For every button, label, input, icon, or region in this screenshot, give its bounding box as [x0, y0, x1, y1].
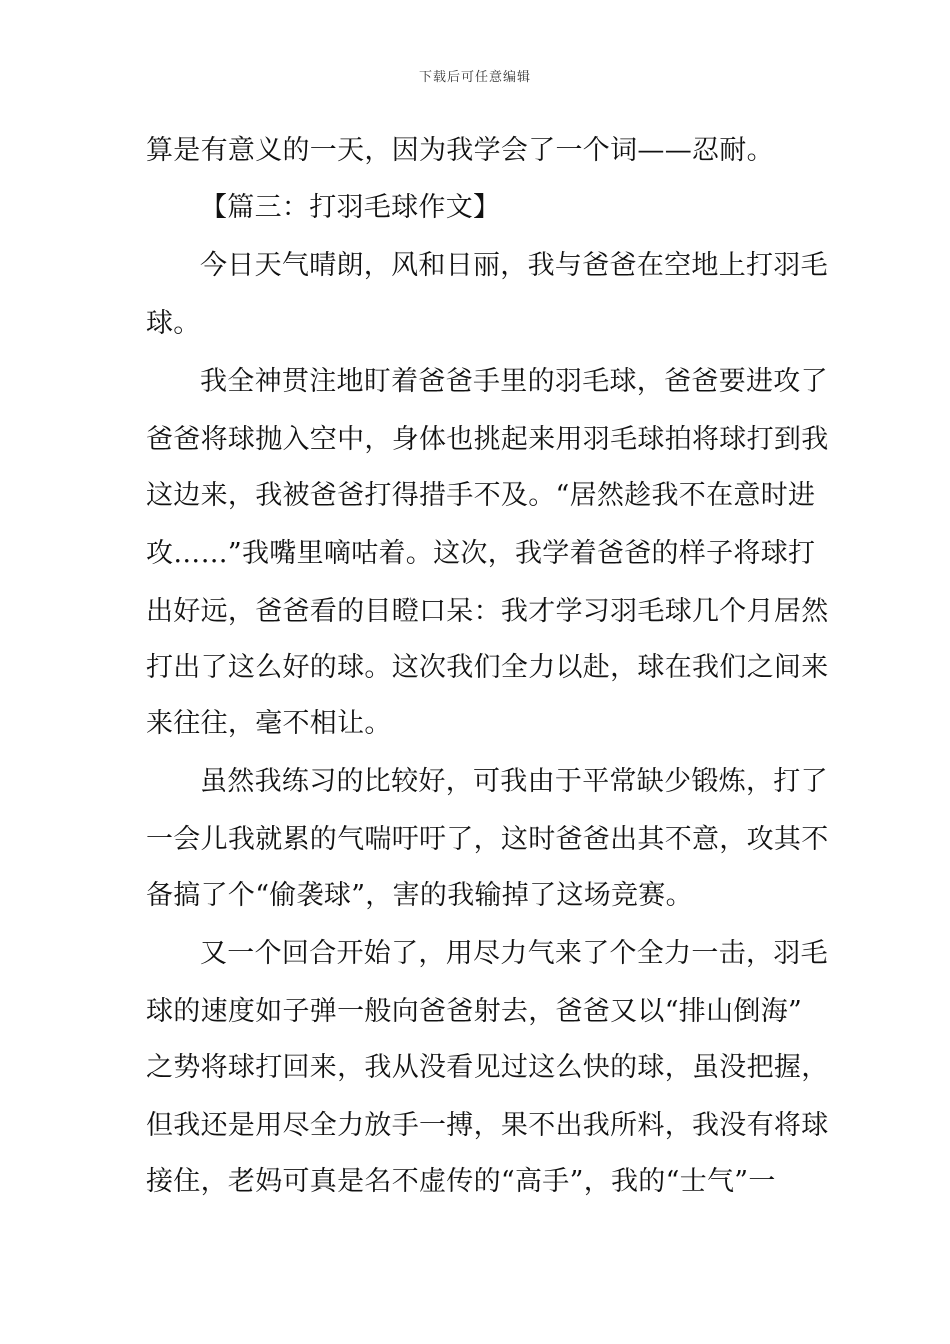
text-line: 一会儿我就累的气喘吁吁了，这时爸爸出其不意，攻其不	[146, 824, 829, 855]
text-line: 来往往，毫不相让。	[146, 708, 392, 739]
text-line: 攻……”我嘴里嘀咕着。这次，我学着爸爸的样子将球打	[146, 538, 816, 569]
text-line: 球的速度如子弹一般向爸爸射去，爸爸又以“排山倒海”	[146, 996, 803, 1027]
text-line: 这边来，我被爸爸打得措手不及。“居然趁我不在意时进	[146, 480, 816, 511]
page-header: 下载后可任意编辑	[418, 70, 531, 85]
text-line: 今日天气晴朗，风和日丽，我与爸爸在空地上打羽毛	[200, 250, 828, 281]
text-line: 但我还是用尽全力放手一搏，果不出我所料，我没有将球	[146, 1110, 829, 1141]
text-line: 接住，老妈可真是名不虚传的“高手”，我的“士气”一	[146, 1166, 776, 1197]
text-line: 我全神贯注地盯着爸爸手里的羽毛球，爸爸要进攻了	[200, 366, 828, 397]
text-line: 备搞了个“偷袭球”，害的我输掉了这场竞赛。	[146, 880, 693, 911]
text-line: 算是有意义的一天，因为我学会了一个词——忍耐。	[146, 135, 774, 166]
text-line: 出好远，爸爸看的目瞪口呆：我才学习羽毛球几个月居然	[146, 596, 829, 627]
text-line: 之势将球打回来，我从没看见过这么快的球，虽没把握，	[146, 1052, 829, 1083]
text-line: 球。	[146, 308, 201, 339]
text-line: 打出了这么好的球。这次我们全力以赴，球在我们之间来	[146, 652, 829, 683]
text-line: 爸爸将球抛入空中，身体也挑起来用羽毛球拍将球打到我	[146, 424, 829, 455]
text-line: 虽然我练习的比较好，可我由于平常缺少锻炼，打了	[200, 766, 828, 797]
section-heading: 【篇三：打羽毛球作文】	[200, 192, 501, 223]
text-line: 又一个回合开始了，用尽力气来了个全力一击，羽毛	[200, 938, 828, 969]
